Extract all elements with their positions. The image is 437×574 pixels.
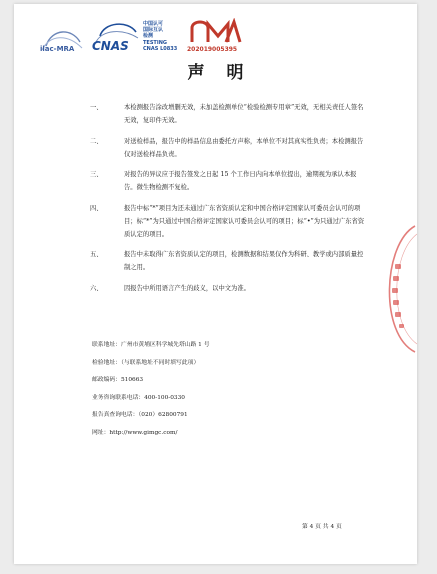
clause-3: [92, 168, 367, 194]
clause-5: [92, 248, 367, 274]
clause-number: 二、: [90, 137, 103, 145]
clause-4: [92, 202, 367, 241]
clause-text: 报告中标“*”项目为还未通过广东省资质认定和中国合格评定国家认可委员会认可的项目；标“*”为只通过中国合格评定国家认可委员会认可的项目；标“•”为只通过广东省资质认定的项目。: [124, 204, 365, 238]
clause-1: [92, 101, 367, 127]
clause-text: 因报告中所用语言产生的歧义，以中文为准。: [124, 284, 250, 292]
report-page: [14, 4, 417, 564]
clause-text: 对报告的异议应于报告签发之日起 15 个工作日内向本单位提出，逾期视为承认本报告。微生物检测不复检。: [124, 171, 357, 191]
clause-number: 五、: [90, 251, 103, 258]
cnas-accreditation-text: [143, 21, 183, 52]
report-verification-phone: 报告真查询电话：（020）62800791: [92, 412, 188, 419]
clause-number: 六、: [90, 284, 103, 292]
clause-text: 报告中未取得广东省资质认定的项目，检测数据和结果仅作为科研、教学或内部质量控制之用。: [124, 251, 364, 271]
clause-number: 三、: [90, 171, 103, 178]
cnas-text-line: 检测: [143, 33, 154, 40]
clause-text: 本检测报告涂改增删无效，未加盖检测单位“检验检测专用章”无效，无相关责任人签名无效，复印件无效。: [124, 104, 364, 124]
ilac-mra-logo-icon: [38, 24, 86, 54]
page-title: 声明: [187, 63, 266, 83]
cnas-text-line: TESTING: [143, 39, 167, 46]
postal-code: 邮政编码：510663: [92, 377, 144, 384]
clause-number: 四、: [90, 204, 103, 212]
cnas-text-line: 中国认可: [143, 21, 164, 27]
inspection-address: 检验地址：（与联系地址不同时填写此项）: [92, 359, 200, 366]
cnas-text-line: 国际互认: [143, 27, 164, 34]
official-seal-stamp-icon: [375, 224, 417, 354]
clause-6: [92, 282, 367, 295]
cma-logo-label: CMA: [188, 18, 191, 19]
cma-number: 202019005395: [187, 46, 238, 53]
business-phone: 业务咨询联系电话：400-100-0330: [92, 394, 185, 401]
ilac-mra-label: ilac-MRA: [40, 45, 75, 53]
cnas-logo-label: CNAS: [92, 39, 129, 53]
clause-number: 一、: [90, 104, 103, 111]
contact-information: [92, 341, 352, 447]
declaration-clauses: [92, 101, 367, 302]
website-link[interactable]: 网址：http://www.gimgc.com/: [92, 429, 178, 436]
cma-logo-icon: [188, 18, 242, 46]
page-number: 第 4 页 共 4 页: [302, 524, 342, 530]
clause-text: 对送检样品，报告中的样品信息由委托方声称，本单位不对其真实性负责；本检测报告仅对送检样品负责。: [124, 137, 364, 158]
cnas-text-line: CNAS L0833: [143, 45, 178, 52]
cnas-logo-icon: [90, 20, 140, 54]
contact-address: 联系地址：广州市黄埔区科学城先塔山路 1 号: [92, 342, 210, 348]
clause-2: [92, 135, 367, 161]
